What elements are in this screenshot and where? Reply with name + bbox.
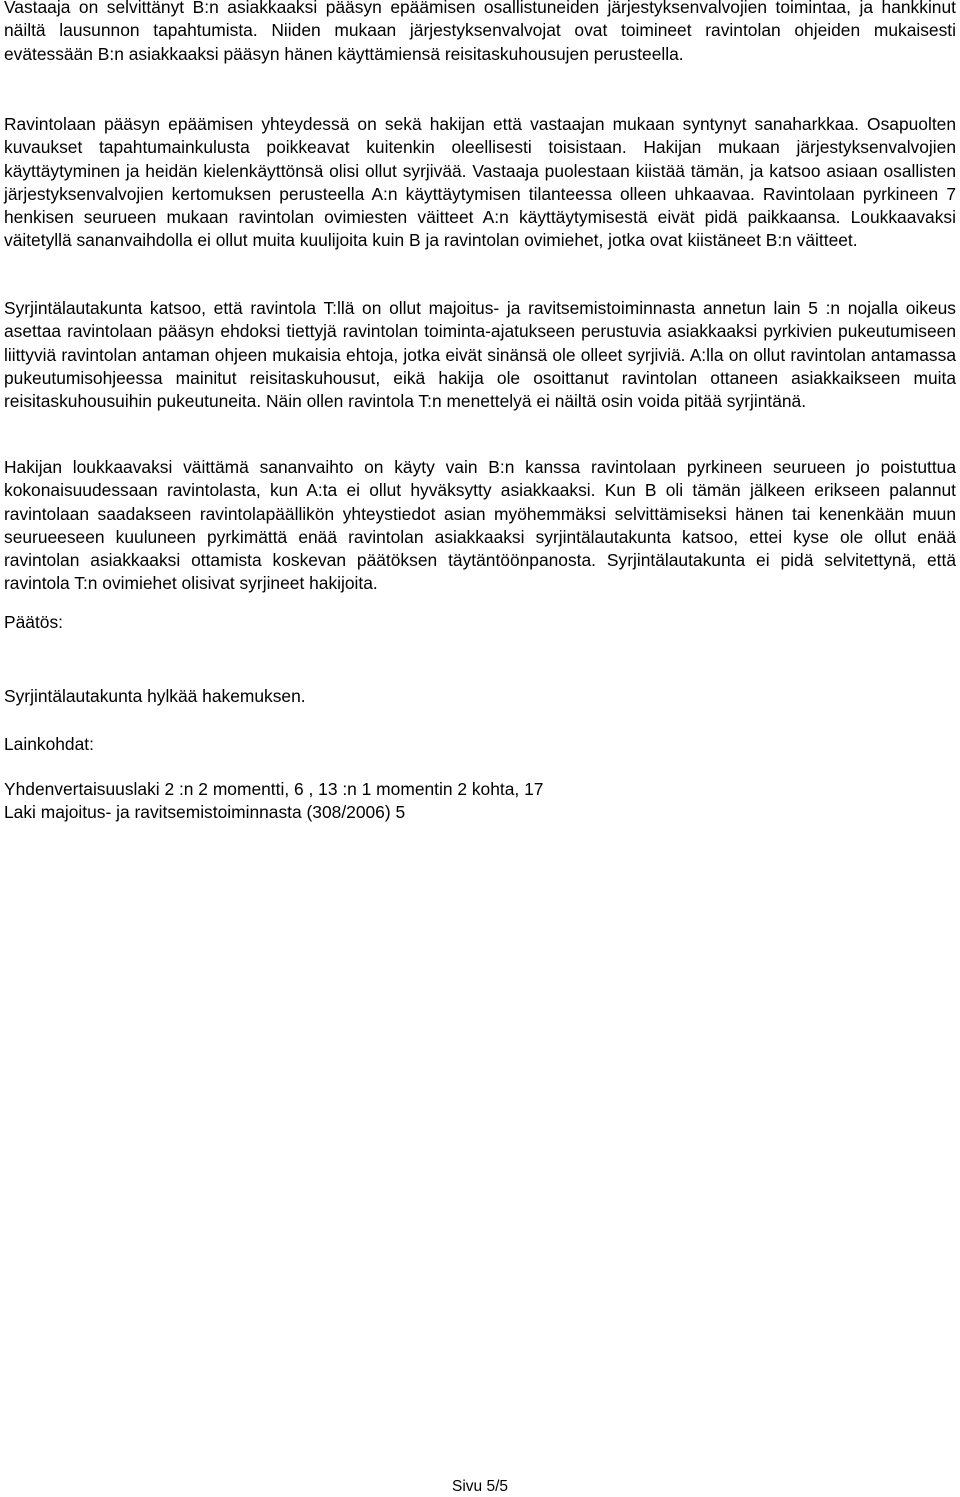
page-number: Sivu 5/5: [451, 1478, 508, 1495]
provision-item: Yhdenvertaisuuslaki 2 :n 2 momentti, 6 , 13 :n 1 momentin 2 kohta, 17: [4, 779, 544, 799]
paragraph-dress-code-assessment: Syrjintälautakunta katsoo, että ravintola T:llä on ollut majoitus- ja ravitsemistoiminnasta annetun lain 5 :n nojalla oikeus asettaa ravintolaan pääsyn ehdoksi tiettyjä ravintolan toiminta-ajatukseen perustuvia asiakkaaksi pyrkivien pukeutumiseen liittyviä ravintolan antaman ohjeen mukaisia ehtoja, jotka eivät sinänsä ole olleet syrjiviä. A:lla on ollut ravintolan antamassa pukeutumisohjeessa mainitut reisitaskuhousut, eikä hakija ole osoittanut ravintolan ottaneen asiakkaikseen muita reisitaskuhousuihin pukeutuneita. Näin ollen ravintola T:n menettelyä ei näiltä osin voida pitää syrjintänä.: [4, 298, 956, 412]
decision-text: Syrjintälautakunta hylkää hakemuksen.: [4, 686, 306, 706]
provisions-list: [4, 778, 956, 825]
paragraph-exchange-assessment: Hakijan loukkaavaksi väittämä sananvaihto on käyty vain B:n kanssa ravintolaan pyrkineen seurueen jo poistuttua kokonaisuudessaan ravintolasta, kun A:ta ei ollut hyväksytty asiakkaaksi. Kun B oli tämän jälkeen erikseen palannut ravintolaan saadakseen ravintolapäällikön yhteystiedot asian myöhemmäksi selvittämiseksi hänen tai kenenkään muun seurueeseen kuuluneen pyrkimättä enää ravintolan asiakkaaksi syrjintälautakunta katsoo, ettei kyse ole ollut enää ravintolan asiakkaaksi ottamista koskevan päätöksen täytäntöönpanosta. Syrjintälautakunta ei pidä selvitettynä, että ravintola T:n ovimiehet olisivat syrjineet hakijoita.: [4, 457, 956, 594]
page-number-footer: [0, 1477, 960, 1497]
paragraph-dispute: Ravintolaan pääsyn epäämisen yhteydessä on sekä hakijan että vastaajan mukaan syntynyt sanaharkkaa. Osapuolten kuvaukset tapahtumainkulusta poikkeavat kuitenkin oleellisesti toisistaan. Hakijan mukaan järjestyksenvalvojien käyttäytyminen ja heidän kielenkäyttönsä olisi ollut syrjivää. Vastaaja puolestaan kiistää tämän, ja katsoo asiaan osallisten järjestyksenvalvojien kertomuksen perusteella A:n käyttäytymisen tilanteessa olleen uhkaavaa. Ravintolaan pyrkineen 7 henkisen seurueen mukaan ravintolan ovimiesten väitteet A:n käyttäytymisestä eivät pidä paikkaansa. Loukkaavaksi väitetyllä sananvaihdolla ei ollut muita kuulijoita kuin B ja ravintolan ovimiehet, jotka ovat kiistäneet B:n väitteet.: [4, 114, 956, 251]
provisions-label: Lainkohdat:: [4, 734, 94, 754]
paragraph-investigation: Vastaaja on selvittänyt B:n asiakkaaksi pääsyn epäämisen osallistuneiden järjestyksenvalvojien toimintaa, ja hankkinut näiltä lausunnon tapahtumista. Niiden mukaan järjestyksenvalvojat ovat toimineet ravintolan ohjeiden mukaisesti evätessään B:n asiakkaaksi pääsyn hänen käyttämiensä reisitaskuhousujen perusteella.: [4, 0, 956, 64]
provision-item: Laki majoitus- ja ravitsemistoiminnasta (308/2006) 5: [4, 802, 406, 823]
decision-label: Päätös:: [4, 612, 63, 632]
